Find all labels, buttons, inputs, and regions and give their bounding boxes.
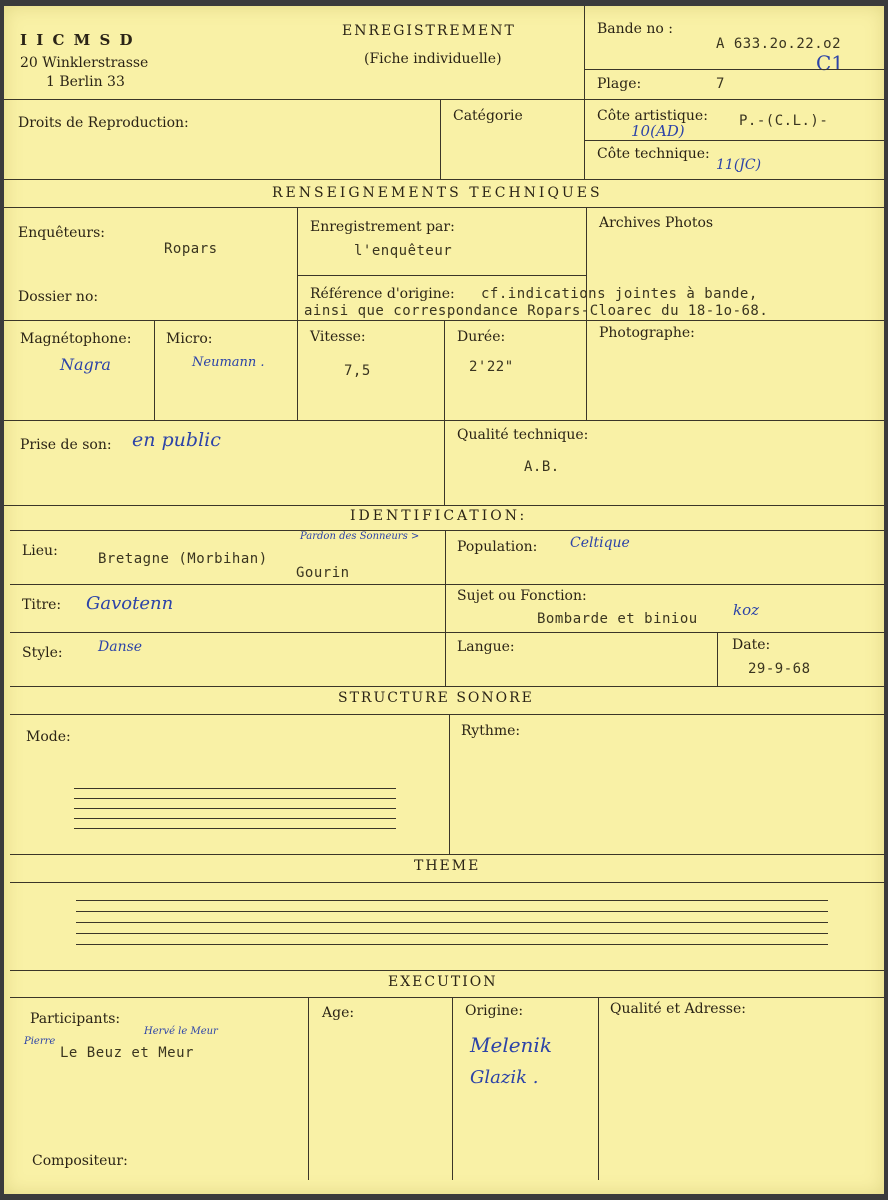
cote-technique-handwritten: 11(JC) <box>716 157 762 173</box>
index-card <box>4 6 884 1194</box>
participants-handwritten-2: Hervé le Meur <box>144 1026 218 1037</box>
bande-label: Bande no : <box>597 21 673 37</box>
rythme-label: Rythme: <box>461 723 521 739</box>
qualite-adresse-label: Qualité et Adresse: <box>610 1001 746 1017</box>
prise-de-son-label: Prise de son: <box>20 437 112 453</box>
magnetophone-label: Magnétophone: <box>20 331 132 347</box>
micro-label: Micro: <box>166 331 213 347</box>
origine-label: Origine: <box>465 1003 524 1019</box>
dossier-label: Dossier no: <box>18 289 99 305</box>
photographe-label: Photographe: <box>599 325 695 341</box>
enregistrement-par-label: Enregistrement par: <box>310 219 455 235</box>
qualite-technique-value: A.B. <box>524 459 560 475</box>
card-title: ENREGISTREMENT <box>342 23 516 39</box>
address-line-1: 20 Winklerstrasse <box>20 55 149 71</box>
participants-handwritten-1: Pierre <box>24 1036 56 1047</box>
lieu-value-2: Gourin <box>296 565 350 581</box>
sujet-label: Sujet ou Fonction: <box>457 588 587 604</box>
categorie-label: Catégorie <box>453 108 523 124</box>
magnetophone-handwritten: Nagra <box>60 355 111 374</box>
section-title-structure: STRUCTURE SONORE <box>338 690 534 706</box>
vitesse-label: Vitesse: <box>310 329 366 345</box>
participants-label: Participants: <box>30 1011 121 1027</box>
reference-value-line1: cf.indications jointes à bande, <box>481 286 758 302</box>
section-title-theme: THEME <box>414 858 481 874</box>
reference-label: Référence d'origine: <box>310 286 455 302</box>
archives-photos-label: Archives Photos <box>599 215 714 231</box>
origine-handwritten-2: Glazik . <box>470 1067 539 1088</box>
plage-label: Plage: <box>597 76 642 92</box>
enqueteurs-value: Ropars <box>164 241 218 257</box>
card-subtitle: (Fiche individuelle) <box>364 51 502 67</box>
cote-artistique-label: Côte artistique: <box>597 108 708 124</box>
plage-value: 7 <box>716 76 725 92</box>
micro-handwritten: Neumann . <box>192 355 265 370</box>
participants-value: Le Beuz et Meur <box>60 1045 194 1061</box>
prise-de-son-handwritten: en public <box>132 429 221 451</box>
mode-label: Mode: <box>26 729 71 745</box>
duree-label: Durée: <box>457 329 506 345</box>
lieu-label: Lieu: <box>22 543 58 559</box>
titre-label: Titre: <box>22 597 62 613</box>
compositeur-label: Compositeur: <box>32 1153 128 1169</box>
section-title-execution: EXECUTION <box>388 974 498 990</box>
org-name: I I C M S D <box>20 31 135 49</box>
population-label: Population: <box>457 539 538 555</box>
date-label: Date: <box>732 637 771 653</box>
style-label: Style: <box>22 645 63 661</box>
cote-technique-label: Côte technique: <box>597 146 710 162</box>
droits-label: Droits de Reproduction: <box>18 115 189 131</box>
vitesse-value: 7,5 <box>344 363 371 379</box>
qualite-technique-label: Qualité technique: <box>457 427 589 443</box>
enqueteurs-label: Enquêteurs: <box>18 225 106 241</box>
style-handwritten: Danse <box>98 639 143 655</box>
cote-artistique-value: P.-(C.L.)- <box>739 113 829 129</box>
reference-value-line2: ainsi que correspondance Ropars-Cloarec du 18-1o-68. <box>304 303 769 319</box>
bande-value: A 633.2o.22.o2 <box>716 36 842 52</box>
address-line-2: 1 Berlin 33 <box>46 74 125 90</box>
bande-handwritten: C1 <box>816 51 845 75</box>
sujet-handwritten: koz <box>733 601 760 619</box>
sujet-value: Bombarde et biniou <box>537 611 698 627</box>
date-value: 29-9-68 <box>748 661 811 677</box>
lieu-handwritten: Pardon des Sonneurs > <box>300 531 420 542</box>
age-label: Age: <box>322 1005 355 1021</box>
titre-handwritten: Gavotenn <box>86 593 174 614</box>
lieu-value: Bretagne (Morbihan) <box>98 551 268 567</box>
enregistrement-par-value: l'enquêteur <box>354 243 453 259</box>
langue-label: Langue: <box>457 639 515 655</box>
cote-artistique-handwritten: 10(AD) <box>631 122 685 140</box>
section-title-techniques: RENSEIGNEMENTS TECHNIQUES <box>272 185 603 201</box>
section-title-identification: IDENTIFICATION: <box>350 508 528 524</box>
duree-value: 2'22" <box>469 359 514 375</box>
origine-handwritten-1: Melenik <box>470 1033 552 1057</box>
population-handwritten: Celtique <box>570 535 630 551</box>
